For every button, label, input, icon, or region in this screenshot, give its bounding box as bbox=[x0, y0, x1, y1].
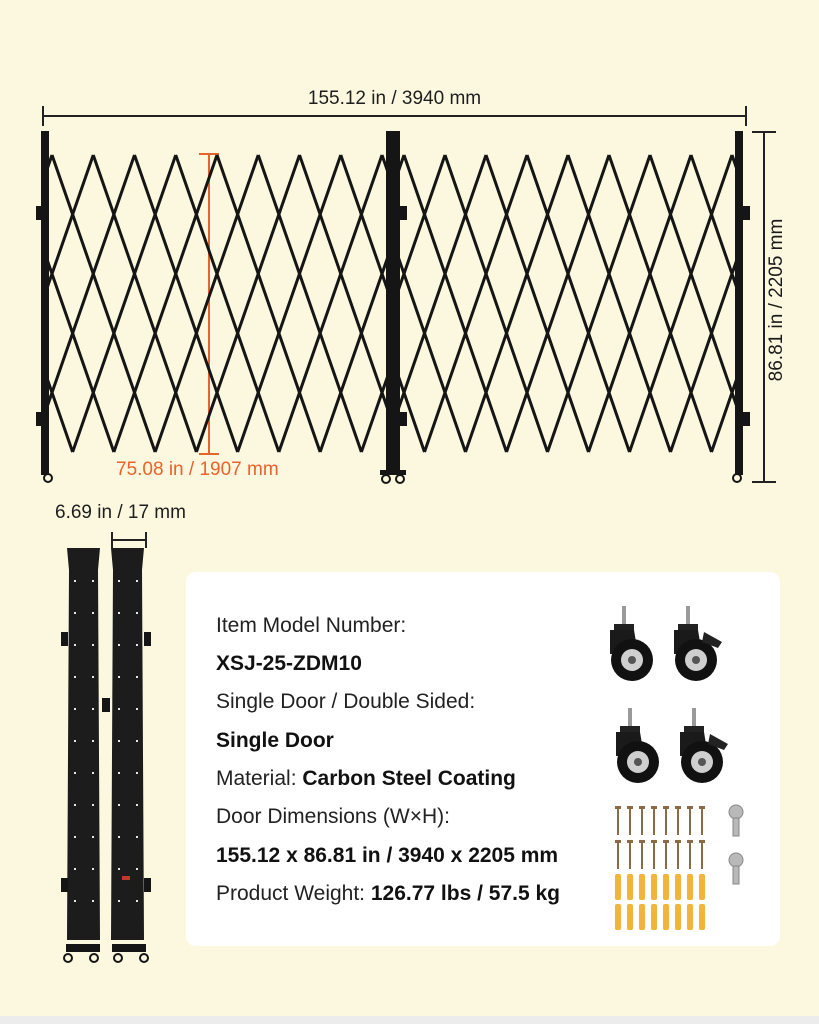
bottom-strip bbox=[0, 1016, 819, 1024]
accessories-illustration bbox=[596, 582, 776, 942]
dims-value: 155.12 x 86.81 in / 3940 x 2205 mm bbox=[216, 844, 559, 867]
weight-value: 126.77 lbs / 57.5 kg bbox=[370, 882, 560, 905]
key-icon bbox=[729, 805, 743, 884]
model-value: XSJ-25-ZDM10 bbox=[216, 652, 362, 675]
material-value: Carbon Steel Coating bbox=[302, 767, 516, 790]
material-label: Material: bbox=[216, 767, 303, 790]
door-type-label: Single Door / Double Sided: bbox=[216, 690, 476, 713]
material-row bbox=[216, 767, 516, 791]
dims-label: Door Dimensions (W×H): bbox=[216, 805, 450, 828]
door-type-value: Single Door bbox=[216, 729, 334, 752]
model-label: Item Model Number: bbox=[216, 614, 407, 637]
spec-card bbox=[186, 572, 780, 946]
panel-width-label: 75.08 in / 1907 mm bbox=[116, 459, 279, 480]
height-label: 86.81 in / 2205 mm bbox=[766, 218, 787, 382]
total-width-label: 155.12 in / 3940 mm bbox=[307, 88, 482, 109]
weight-label: Product Weight: bbox=[216, 882, 371, 905]
weight-row bbox=[216, 882, 560, 906]
folded-depth-label: 6.69 in / 17 mm bbox=[55, 502, 186, 523]
folded-gate-illustration bbox=[40, 520, 170, 970]
gate-illustration bbox=[0, 0, 819, 500]
